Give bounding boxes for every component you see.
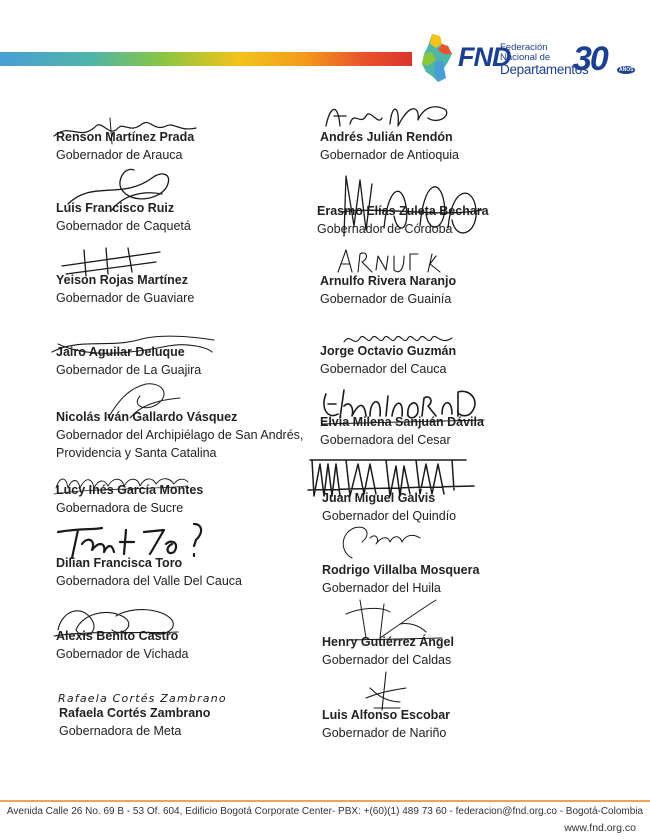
signatory-right-8 (322, 633, 612, 669)
signatory-right-9 (322, 706, 612, 742)
signatory-title: Gobernadora del Cesar (320, 433, 451, 447)
anniversary-number: 30 (573, 40, 607, 78)
signatory-right-3 (320, 272, 610, 308)
signatory-name: Erasmo Elías Zuleta Bechara (317, 204, 489, 218)
signatory-name: Dilian Francisca Toro (56, 556, 183, 570)
signatory-left-1 (56, 128, 346, 164)
signatory-left-4 (56, 343, 346, 379)
signatory-title: Gobernador del Caldas (322, 653, 452, 667)
signatory-name: Henry Gutiérrez Ángel (322, 635, 454, 649)
signatory-name: Arnulfo Rivera Naranjo (320, 274, 457, 288)
signatory-right-6 (322, 489, 612, 525)
signatory-left-8 (56, 627, 346, 663)
signatory-name: Jorge Octavio Guzmán (320, 344, 457, 358)
signatory-title: Gobernador de Nariño (322, 726, 447, 740)
signatory-title: Gobernadora de Meta (59, 724, 182, 738)
signatory-title: Gobernador del Huila (322, 581, 441, 595)
org-acronym: FND (458, 42, 511, 72)
signatory-title: Gobernador de Vichada (56, 647, 189, 661)
signatory-right-1 (320, 128, 610, 164)
signatory-name: Luis Alfonso Escobar (322, 708, 451, 722)
signatory-title: Gobernador de La Guajira (56, 363, 202, 377)
signatory-name: Lucy Inés García Montes (56, 483, 204, 497)
signatory-title: Gobernador de Caquetá (56, 219, 191, 233)
signatory-title: Gobernador de Guaviare (56, 291, 195, 305)
signatory-name: Andrés Julián Rendón (320, 130, 453, 144)
signatory-name: Renson Martínez Prada (56, 130, 195, 144)
signatory-left-5 (56, 408, 346, 462)
signatory-left-9 (59, 704, 349, 740)
signature-rodrigo (336, 520, 436, 564)
signatory-title: Gobernador del Cauca (320, 362, 447, 376)
signatory-name: Nicolás Iván Gallardo Vásquez (56, 410, 238, 424)
signatory-name: Rodrigo Villalba Mosquera (322, 563, 480, 577)
signatory-name: Juan Miguel Galvis (322, 491, 436, 505)
signature-rafaela-text: Rafaela Cortés Zambrano (58, 692, 227, 705)
signatory-right-2 (317, 202, 607, 238)
signatory-left-6 (56, 481, 346, 517)
org-name-line2: Departamentos (500, 61, 589, 77)
signatory-title: Gobernador del Quindío (322, 509, 457, 523)
colombia-map-icon (418, 32, 458, 84)
signatory-title: Gobernador de Córdoba (317, 222, 453, 236)
signatory-title: Gobernador del Archipiélago de San Andrés, (56, 428, 304, 442)
signatory-title-line2: Providencia y Santa Catalina (56, 446, 217, 460)
signatory-title: Gobernador de Antioquia (320, 148, 459, 162)
signatory-title: Gobernadora de Sucre (56, 501, 184, 515)
signatory-name: Yeison Rojas Martínez (56, 273, 188, 287)
signatory-title: Gobernador de Arauca (56, 148, 183, 162)
footer-divider (0, 800, 650, 802)
signatory-name: Elvia Milena Sanjuán Dávila (320, 415, 484, 429)
signatory-right-4 (320, 342, 610, 378)
signatory-left-7 (56, 554, 346, 590)
signatory-right-5 (320, 413, 610, 449)
org-name-line1: Federación Nacional de (500, 42, 551, 63)
header-color-band (0, 52, 412, 66)
signatory-title: Gobernador de Guainía (320, 292, 452, 306)
signatory-title: Gobernadora del Valle Del Cauca (56, 574, 242, 588)
footer-website: www.fnd.org.co (564, 822, 636, 834)
signatory-name: Luis Francisco Ruiz (56, 201, 175, 215)
anniversary-suffix: AÑOS (619, 67, 634, 73)
org-name (500, 42, 589, 77)
signatory-left-3 (56, 271, 346, 307)
signatory-name: Rafaela Cortés Zambrano (59, 706, 211, 720)
signatory-name: Alexis Benito Castro (56, 629, 179, 643)
footer-address: Avenida Calle 26 No. 69 B - 53 Of. 604, Edificio Bogotá Corporate Center- PBX: +(60)(1) 489 73 60 - federacion@fnd.org.co - Bogotá-Colombia (6, 806, 644, 817)
signatory-left-2 (56, 199, 346, 235)
signatory-name: Jairo Aguilar Deluque (56, 345, 185, 359)
signatory-right-7 (322, 561, 612, 597)
